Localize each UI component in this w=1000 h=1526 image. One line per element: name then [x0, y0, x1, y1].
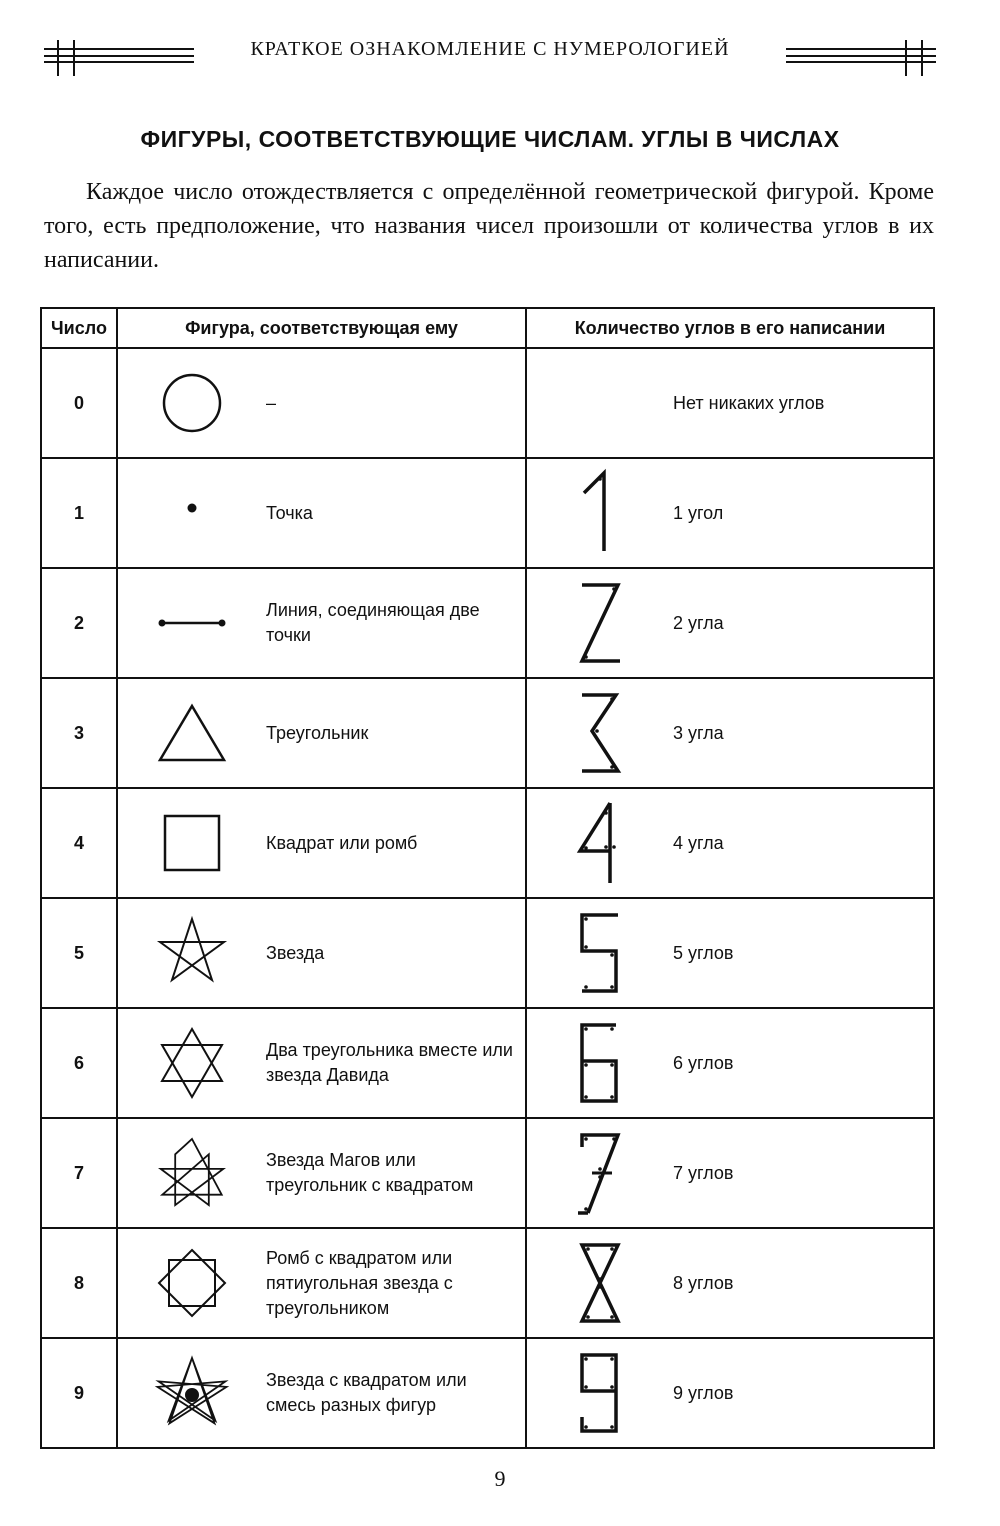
digit-2-angle-icon — [570, 575, 630, 671]
angles-count: Нет никаких углов — [673, 392, 825, 413]
point-icon — [157, 478, 227, 548]
figure-cell — [117, 568, 526, 678]
number-cell: 6 — [41, 1008, 117, 1118]
number-cell: 7 — [41, 1118, 117, 1228]
hexagram-icon — [152, 1023, 232, 1103]
triangle-icon — [152, 698, 232, 768]
angles-cell — [526, 458, 934, 568]
figure-description: – — [266, 392, 277, 413]
digit-7-angle-icon — [570, 1125, 630, 1221]
figure-cell — [117, 1118, 526, 1228]
figure-cell — [117, 788, 526, 898]
angles-cell — [526, 678, 934, 788]
figure-cell — [117, 348, 526, 458]
angles-count: 8 углов — [673, 1272, 734, 1293]
figure-description: Звезда Магов или треугольник с квадратом — [266, 1150, 474, 1195]
angles-count: 9 углов — [673, 1382, 734, 1403]
figure-description: Два треугольника вместе или звезда Давида — [266, 1040, 513, 1085]
header-angles: Количество углов в его написании — [526, 308, 934, 348]
figure-description: Квадрат или ромб — [266, 832, 418, 853]
pentagram-icon — [152, 913, 232, 993]
angles-count: 7 углов — [673, 1162, 734, 1183]
number-cell: 9 — [41, 1338, 117, 1448]
table-row — [41, 1338, 934, 1448]
figure-cell — [117, 898, 526, 1008]
table-row — [41, 788, 934, 898]
angles-cell — [526, 1228, 934, 1338]
page-number: 9 — [494, 1466, 506, 1491]
figure-description: Точка — [266, 502, 313, 523]
digit-4-angle-icon — [570, 795, 630, 891]
number-cell: 5 — [41, 898, 117, 1008]
number-cell: 1 — [41, 458, 117, 568]
table-row — [41, 568, 934, 678]
digit-3-angle-icon — [570, 685, 630, 781]
header-number: Число — [41, 308, 117, 348]
table-row — [41, 1228, 934, 1338]
angles-cell — [526, 898, 934, 1008]
numbers-table — [40, 307, 935, 1449]
table-row — [41, 1008, 934, 1118]
table-row — [41, 678, 934, 788]
number-cell: 4 — [41, 788, 117, 898]
angles-count: 3 угла — [673, 722, 724, 743]
angles-cell — [526, 1008, 934, 1118]
figure-description: Ромб с квадратом или пятиугольная звезда с треугольником — [266, 1247, 453, 1318]
table-row — [41, 898, 934, 1008]
digit-6-angle-icon — [570, 1015, 630, 1111]
angles-cell — [526, 1338, 934, 1448]
figure-cell — [117, 458, 526, 568]
number-cell: 2 — [41, 568, 117, 678]
running-header — [44, 36, 936, 80]
angles-cell — [526, 1118, 934, 1228]
header-title: КРАТКОЕ ОЗНАКОМЛЕНИЕ С НУМЕРОЛОГИЕЙ — [250, 38, 730, 60]
line-icon — [152, 608, 232, 638]
digit-1-angle-icon — [570, 465, 630, 561]
table-header-row — [41, 308, 934, 348]
digit-8-angle-icon — [570, 1235, 630, 1331]
angles-count: 6 углов — [673, 1052, 734, 1073]
page-heading: ФИГУРЫ, СООТВЕТСТВУЮЩИЕ ЧИСЛАМ. УГЛЫ В ЧИСЛАХ — [140, 126, 840, 152]
square-icon — [157, 808, 227, 878]
figure-cell — [117, 1008, 526, 1118]
figure-cell — [117, 678, 526, 788]
angles-count: 5 углов — [673, 942, 734, 963]
header-figure: Фигура, соответствующая ему — [117, 308, 526, 348]
digit-5-angle-icon — [570, 905, 630, 1001]
nonagram-icon — [152, 1353, 232, 1433]
figure-cell — [117, 1338, 526, 1448]
figure-description: Линия, соединяющая две точки — [266, 600, 480, 645]
table-row — [41, 458, 934, 568]
table-row — [41, 348, 934, 458]
digit-9-angle-icon — [570, 1345, 630, 1441]
figure-cell — [117, 1228, 526, 1338]
angles-count: 4 угла — [673, 832, 724, 853]
heptagram-icon — [152, 1133, 232, 1213]
figure-description: Треугольник — [266, 722, 369, 743]
octagram-icon — [152, 1243, 232, 1323]
circle-icon — [157, 368, 227, 438]
intro-paragraph: Каждое число отождествляется с определённой геометрической фигурой. Кроме того, есть предположение, что названия чисел произошли от количества углов в их написании. — [44, 179, 934, 273]
number-cell: 0 — [41, 348, 117, 458]
angles-cell — [526, 788, 934, 898]
figure-description: Звезда — [266, 942, 325, 963]
table-row — [41, 1118, 934, 1228]
figure-description: Звезда с квадратом или смесь разных фигур — [266, 1370, 467, 1415]
number-cell: 8 — [41, 1228, 117, 1338]
angles-count: 1 угол — [673, 502, 724, 523]
angles-count: 2 угла — [673, 612, 724, 633]
number-cell: 3 — [41, 678, 117, 788]
angles-cell — [526, 348, 934, 458]
angles-cell — [526, 568, 934, 678]
